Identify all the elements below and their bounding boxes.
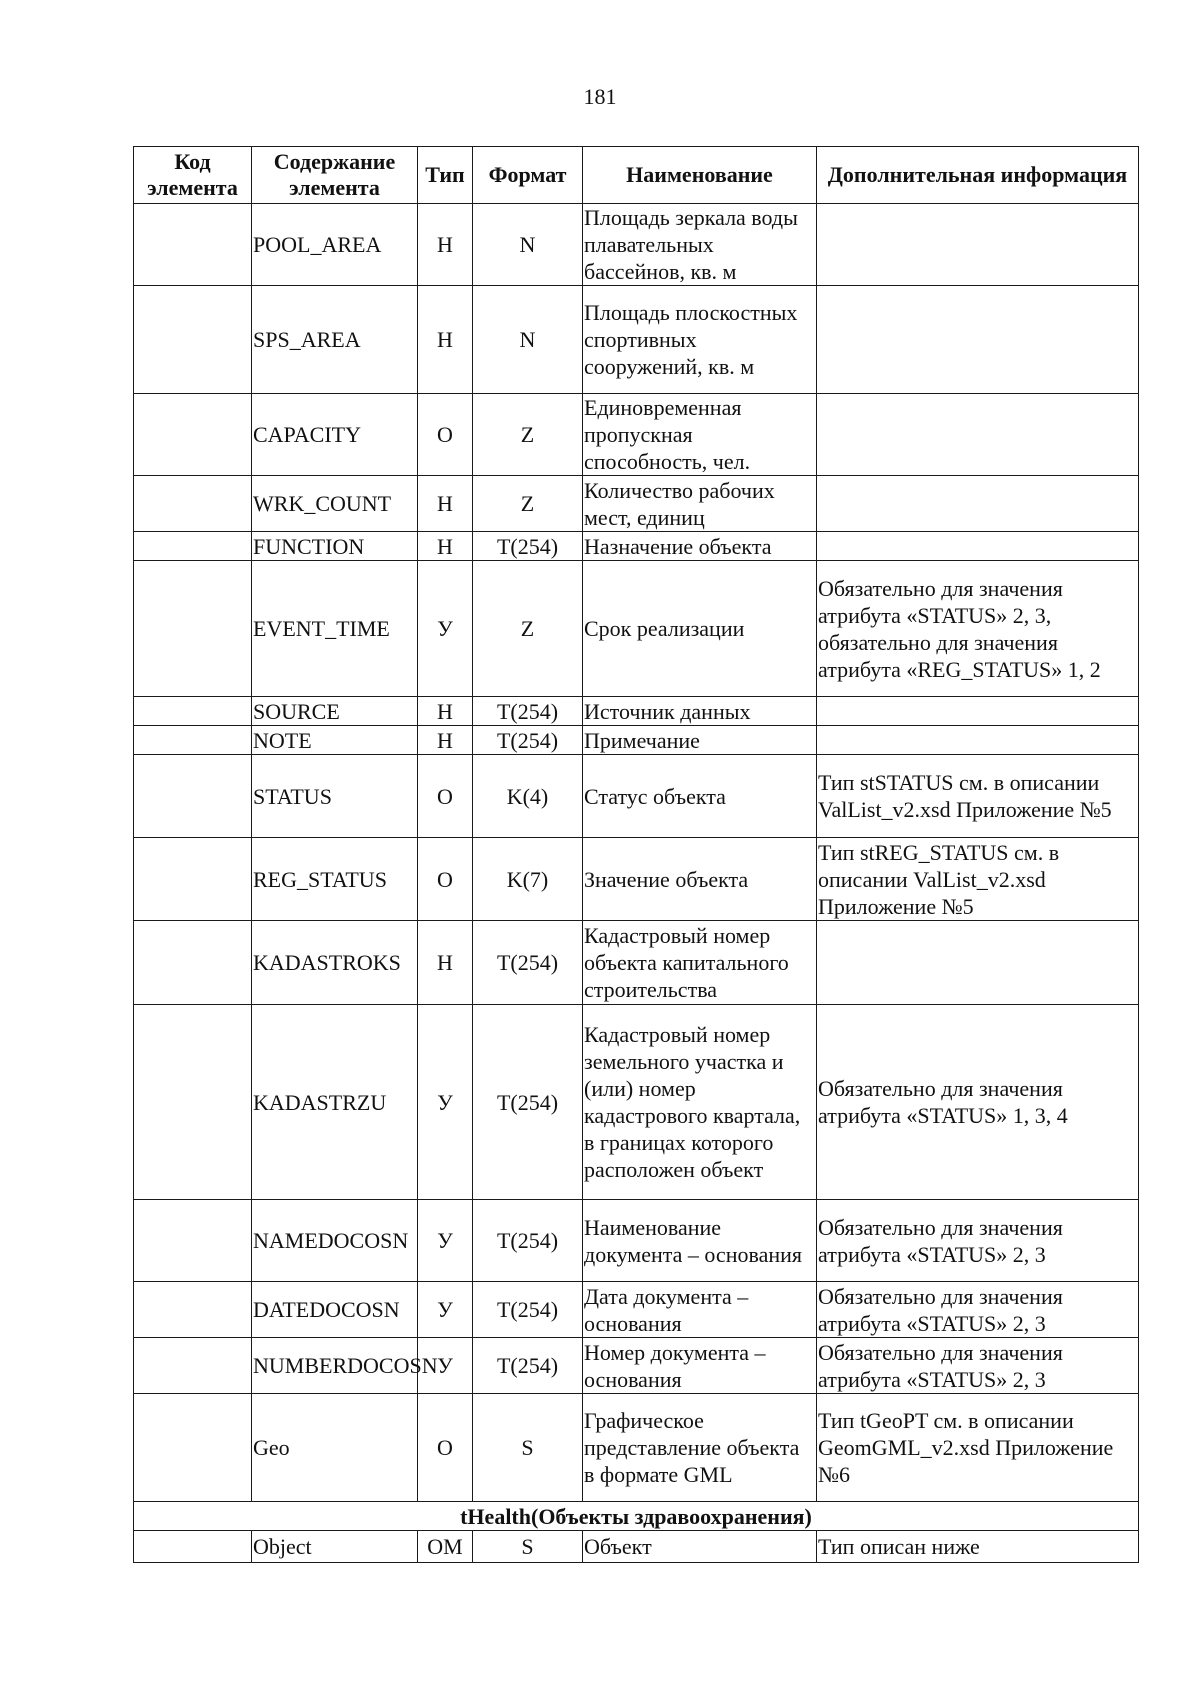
cell-format: T(254) (473, 697, 583, 726)
cell-extra (817, 697, 1139, 726)
cell-extra: Обязательно для значения атрибута «STATUS» 2, 3 (817, 1282, 1139, 1338)
cell-extra: Тип tGeoPT см. в описании GeomGML_v2.xsd Приложение №6 (817, 1394, 1139, 1502)
table-row (134, 838, 1139, 921)
cell-content: FUNCTION (252, 532, 418, 561)
cell-name: Количество рабочих мест, единиц (583, 476, 817, 532)
table-row (134, 1200, 1139, 1282)
cell-extra: Тип stREG_STATUS см. в описании ValList_v2.xsd Приложение №5 (817, 838, 1139, 921)
cell-code (134, 1531, 252, 1563)
cell-content: Object (252, 1531, 418, 1563)
cell-name: Статус объекта (583, 755, 817, 838)
table-row (134, 1282, 1139, 1338)
cell-content: NAMEDOCOSN (252, 1200, 418, 1282)
cell-extra: Тип описан ниже (817, 1531, 1139, 1563)
table-row (134, 1338, 1139, 1394)
cell-format: T(254) (473, 1200, 583, 1282)
cell-format: N (473, 204, 583, 286)
cell-format: K(7) (473, 838, 583, 921)
cell-name: Объект (583, 1531, 817, 1563)
cell-code (134, 1005, 252, 1200)
cell-type: О (418, 1394, 473, 1502)
cell-code (134, 838, 252, 921)
cell-extra (817, 476, 1139, 532)
table-row (134, 1531, 1139, 1563)
cell-format: T(254) (473, 1338, 583, 1394)
cell-code (134, 394, 252, 476)
cell-code (134, 1394, 252, 1502)
table-row (134, 921, 1139, 1005)
cell-code (134, 755, 252, 838)
table-row (134, 1005, 1139, 1200)
cell-name: Назначение объекта (583, 532, 817, 561)
cell-name: Площадь плоскостных спортивных сооружений, кв. м (583, 286, 817, 394)
cell-format: T(254) (473, 1282, 583, 1338)
attribute-table (133, 146, 1139, 1563)
cell-extra: Обязательно для значения атрибута «STATUS» 2, 3 (817, 1338, 1139, 1394)
cell-name: Площадь зеркала воды плавательных бассейнов, кв. м (583, 204, 817, 286)
cell-format: S (473, 1531, 583, 1563)
cell-content: EVENT_TIME (252, 561, 418, 697)
cell-type: Н (418, 476, 473, 532)
header-extra: Дополнительная информация (817, 147, 1139, 204)
cell-code (134, 697, 252, 726)
cell-name: Дата документа – основания (583, 1282, 817, 1338)
cell-code (134, 476, 252, 532)
table-row (134, 1394, 1139, 1502)
cell-extra (817, 532, 1139, 561)
cell-code (134, 1282, 252, 1338)
cell-name: Кадастровый номер объекта капитального строительства (583, 921, 817, 1005)
table-row (134, 755, 1139, 838)
header-format: Формат (473, 147, 583, 204)
cell-code (134, 532, 252, 561)
cell-format: T(254) (473, 532, 583, 561)
cell-content: SOURCE (252, 697, 418, 726)
cell-type: О (418, 838, 473, 921)
cell-extra (817, 204, 1139, 286)
header-name: Наименование (583, 147, 817, 204)
cell-name: Номер документа – основания (583, 1338, 817, 1394)
cell-content: WRK_COUNT (252, 476, 418, 532)
cell-format: T(254) (473, 921, 583, 1005)
table-row (134, 726, 1139, 755)
cell-type: У (418, 561, 473, 697)
cell-format: T(254) (473, 726, 583, 755)
section-row (134, 1502, 1139, 1531)
cell-type: Н (418, 921, 473, 1005)
page-number: 181 (583, 84, 617, 109)
cell-extra: Обязательно для значения атрибута «STATUS» 2, 3 (817, 1200, 1139, 1282)
cell-content: KADASTRZU (252, 1005, 418, 1200)
cell-extra (817, 286, 1139, 394)
cell-name: Единовременная пропускная способность, чел. (583, 394, 817, 476)
cell-content: KADASTROKS (252, 921, 418, 1005)
header-code: Код элемента (134, 147, 252, 204)
cell-name: Источник данных (583, 697, 817, 726)
cell-format: Z (473, 561, 583, 697)
cell-name: Графическое представление объекта в формате GML (583, 1394, 817, 1502)
cell-code (134, 1338, 252, 1394)
cell-content: STATUS (252, 755, 418, 838)
cell-extra: Обязательно для значения атрибута «STATUS» 1, 3, 4 (817, 1005, 1139, 1200)
cell-extra (817, 394, 1139, 476)
table-row (134, 204, 1139, 286)
cell-name: Кадастровый номер земельного участка и (или) номер кадастрового квартала, в границах которого расположен объект (583, 1005, 817, 1200)
cell-type: У (418, 1005, 473, 1200)
cell-content: DATEDOCOSN (252, 1282, 418, 1338)
cell-format: Z (473, 476, 583, 532)
header-content: Содержание элемента (252, 147, 418, 204)
cell-name: Срок реализации (583, 561, 817, 697)
cell-content: Geo (252, 1394, 418, 1502)
cell-type: Н (418, 286, 473, 394)
cell-type: У (418, 1200, 473, 1282)
cell-content: REG_STATUS (252, 838, 418, 921)
cell-type: У (418, 1338, 473, 1394)
cell-name: Значение объекта (583, 838, 817, 921)
section-title: tHealth(Объекты здравоохранения) (134, 1502, 1139, 1531)
cell-type: Н (418, 726, 473, 755)
cell-extra: Обязательно для значения атрибута «STATUS» 2, 3, обязательно для значения атрибута «REG_STATUS» 1, 2 (817, 561, 1139, 697)
cell-code (134, 921, 252, 1005)
cell-type: ОМ (418, 1531, 473, 1563)
cell-content: SPS_AREA (252, 286, 418, 394)
table-row (134, 286, 1139, 394)
cell-code (134, 561, 252, 697)
cell-extra: Тип stSTATUS см. в описании ValList_v2.xsd Приложение №5 (817, 755, 1139, 838)
cell-content: NUMBERDOCOSN (252, 1338, 418, 1394)
cell-type: Н (418, 697, 473, 726)
cell-format: N (473, 286, 583, 394)
cell-type: О (418, 755, 473, 838)
cell-content: NOTE (252, 726, 418, 755)
cell-name: Примечание (583, 726, 817, 755)
cell-extra (817, 726, 1139, 755)
table-header-row (134, 147, 1139, 204)
cell-content: POOL_AREA (252, 204, 418, 286)
cell-format: Z (473, 394, 583, 476)
table-row (134, 476, 1139, 532)
cell-code (134, 1200, 252, 1282)
cell-format: K(4) (473, 755, 583, 838)
cell-content: CAPACITY (252, 394, 418, 476)
cell-code (134, 726, 252, 755)
cell-extra (817, 921, 1139, 1005)
cell-format: S (473, 1394, 583, 1502)
cell-type: Н (418, 204, 473, 286)
cell-code (134, 286, 252, 394)
cell-type: У (418, 1282, 473, 1338)
header-type: Тип (418, 147, 473, 204)
cell-name: Наименование документа – основания (583, 1200, 817, 1282)
cell-code (134, 204, 252, 286)
table-row (134, 697, 1139, 726)
cell-format: T(254) (473, 1005, 583, 1200)
cell-type: Н (418, 532, 473, 561)
cell-type: О (418, 394, 473, 476)
table-row (134, 561, 1139, 697)
table-row (134, 532, 1139, 561)
table-row (134, 394, 1139, 476)
